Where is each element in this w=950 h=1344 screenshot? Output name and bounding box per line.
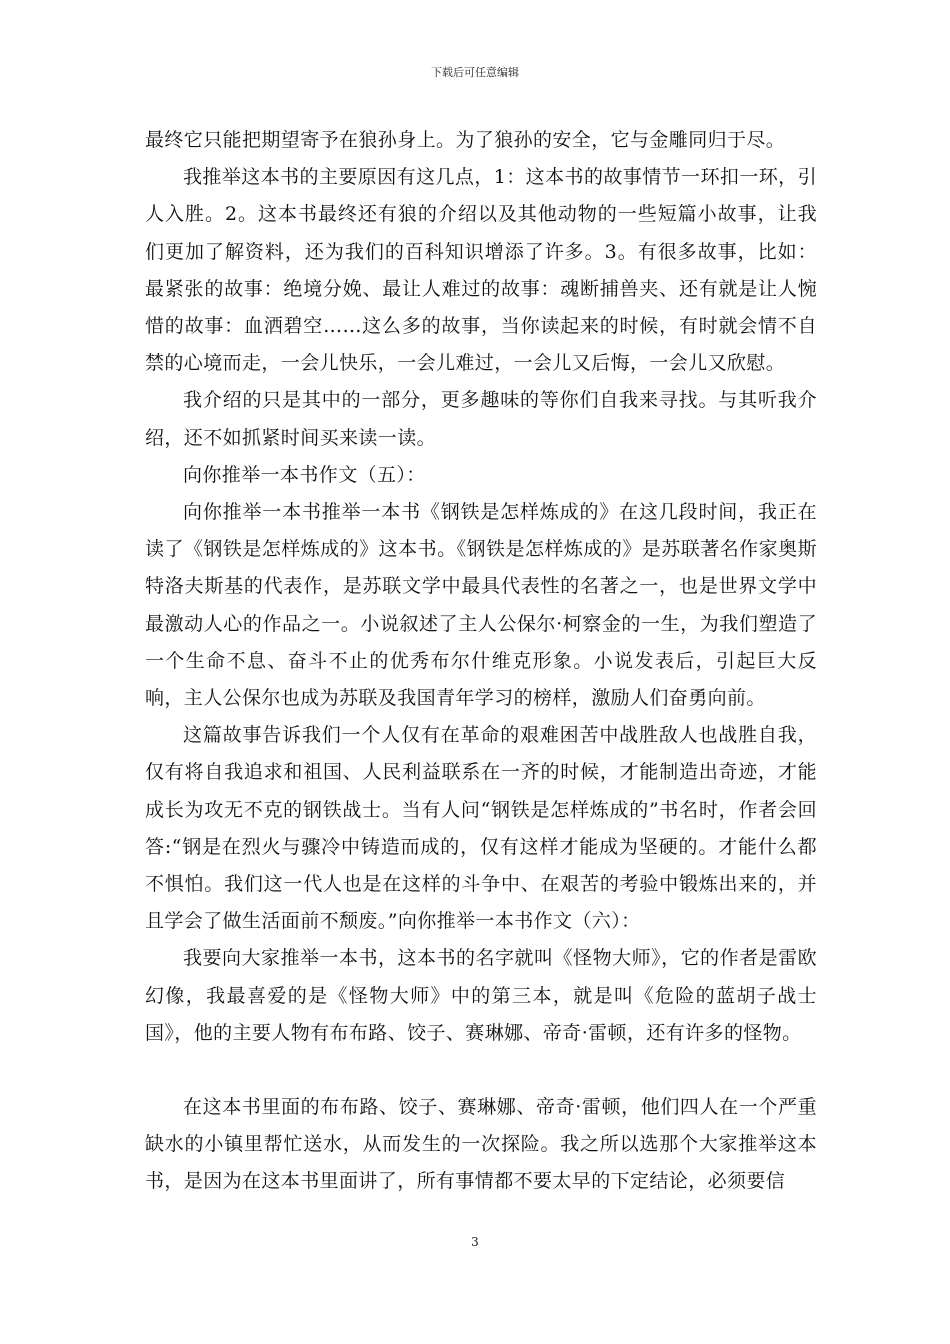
paragraph-introduction: 我介绍的只是其中的一部分，更多趣味的等你们自我来寻找。与其听我介绍，还不如抓紧时间买来读一读。 xyxy=(145,389,817,449)
paragraph-reasons: 我推举这本书的主要原因有这几点，1：这本书的故事情节一环扣一环，引人入胜。2。这本书最终还有狼的介绍以及其他动物的一些短篇小故事，让我们更加了解资料，还为我们的百科知识增添了许多。3。有很多故事，比如：最紧张的故事：绝境分娩、最让人难过的故事：魂断捕兽夹、还有就是让人惋惜的故事：血洒碧空……这么多的故事，当你读起来的时候，有时就会情不自禁的心境而走，一会儿快乐，一会儿难过，一会儿又后悔，一会儿又欣慰。 xyxy=(145,166,817,375)
page-header: 下载后可任意编辑 xyxy=(431,66,519,79)
paragraph-steel-book: 向你推举一本书推举一本书《钢铁是怎样炼成的》在这几段时间，我正在读了《钢铁是怎样炼成的》这本书。《钢铁是怎样炼成的》是苏联著名作家奥斯特洛夫斯基的代表作，是苏联文学中最具代表性的名著之一，也是世界文学中最激动人心的作品之一。小说叙述了主人公保尔·柯察金的一生，为我们塑造了一个生命不息、奋斗不止的优秀布尔什维克形象。小说发表后，引起巨大反响，主人公保尔也成为苏联及我国青年学习的榜样，激励人们奋勇向前。 xyxy=(145,501,817,710)
paragraph-continuation: 最终它只能把期望寄予在狼孙身上。为了狼孙的安全，它与金雕同归于尽。 xyxy=(145,129,786,151)
paragraph-monster-master: 我要向大家推举一本书，这本书的名字就叫《怪物大师》，它的作者是雷欧幻像，我最喜爱的是《怪物大师》中的第三本，就是叫《危险的蓝胡子战士国》，他的主要人物有布布路、饺子、赛琳娜、帝奇·雷顿，还有许多的怪物。 xyxy=(145,947,817,1044)
paragraph-steel-lesson: 这篇故事告诉我们一个人仅有在革命的艰难困苦中战胜敌人也战胜自我，仅有将自我追求和祖国、人民利益联系在一齐的时候，才能制造出奇迹，才能成长为攻无不克的钢铁战士。当有人问“钢铁是怎样炼成的”书名时，作者会回答:“钢是在烈火与骤冷中铸造而成的，仅有这样才能成为坚硬的。才能什么都不惧怕。我们这一代人也是在这样的斗争中、在艰苦的考验中锻炼出来的，并且学会了做生活面前不颓废。”向你推举一本书作文（六）： xyxy=(145,724,817,933)
page-number: 3 xyxy=(471,1235,479,1249)
paragraph-adventure: 在这本书里面的布布路、饺子、赛琳娜、帝奇·雷顿，他们四人在一个严重缺水的小镇里帮忙送水，从而发生的一次探险。我之所以选那个大家推举这本书，是因为在这本书里面讲了，所有事情都不要太早的下定结论，必须要信 xyxy=(145,1096,817,1193)
essay-heading-five: 向你推举一本书作文（五）： xyxy=(183,463,426,486)
document-body xyxy=(145,122,817,1201)
